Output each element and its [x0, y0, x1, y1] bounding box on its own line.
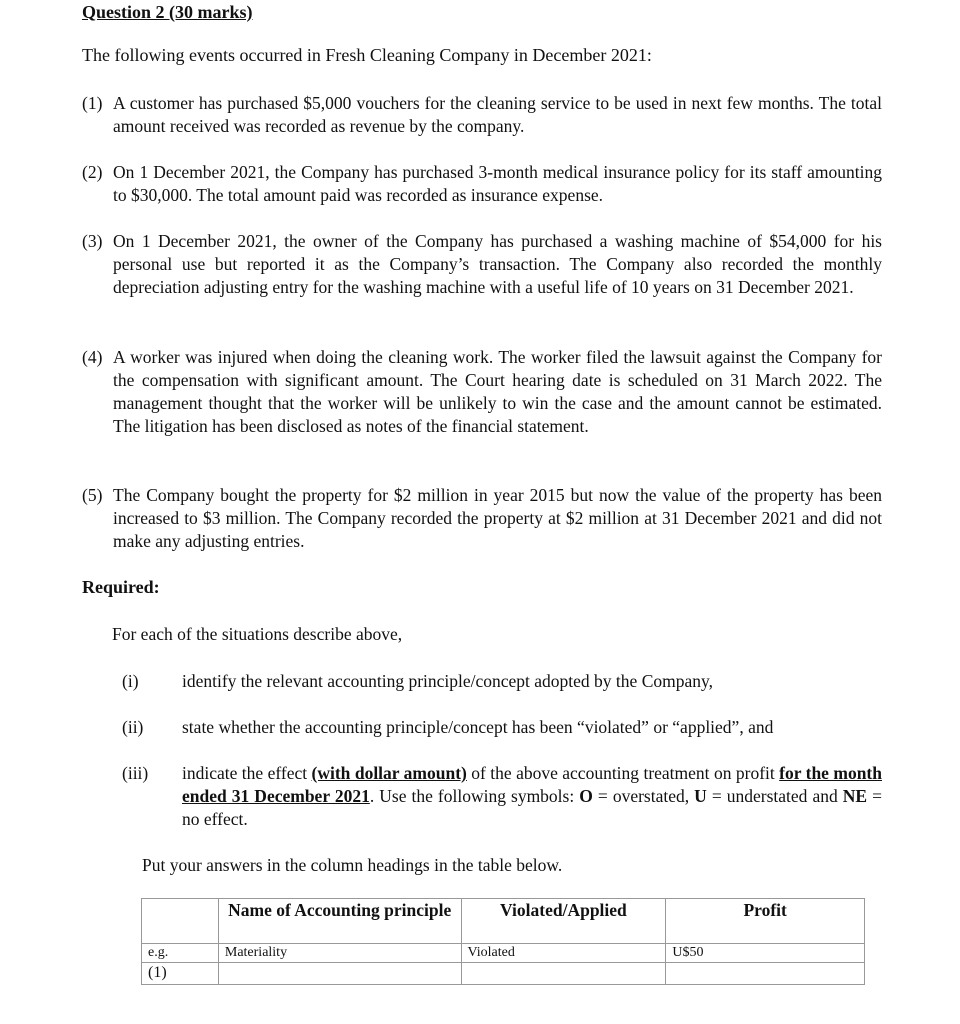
table-row [142, 944, 865, 963]
table-header-cell: Profit [666, 899, 865, 944]
symbol-ne: NE [842, 786, 868, 806]
table-cell: Materiality [218, 944, 461, 963]
table-cell: (1) [142, 963, 219, 985]
requirement-number: (i) [122, 671, 139, 691]
table-cell [218, 963, 461, 985]
requirement-i [122, 670, 882, 693]
event-text: A worker was injured when doing the cleaning work. The worker filed the lawsuit against the Company for the compensation with significant amount. The Court hearing date is scheduled on 31 March 2022. The management thought that the worker will be unlikely to win the case and the amount cannot be estimated. The litigation has been disclosed as notes of the financial statement. [113, 347, 882, 436]
required-heading: Required: [82, 577, 160, 597]
event-1 [82, 92, 882, 138]
event-2 [82, 161, 882, 207]
instruction-text: Put your answers in the column headings in the table below. [142, 855, 563, 875]
event-number: (2) [82, 162, 103, 182]
table-cell: U$50 [666, 944, 865, 963]
symbol-u: U [694, 786, 707, 806]
question-title: Question 2 (30 marks) [82, 2, 253, 22]
table-header-cell: Violated/Applied [461, 899, 666, 944]
event-number: (4) [82, 347, 103, 367]
table-header-row [142, 899, 865, 944]
requirement-ii [122, 716, 882, 739]
event-text: A customer has purchased $5,000 vouchers for the cleaning service to be used in next few months. The total amount received was recorded as revenue by the company. [113, 93, 882, 136]
event-4 [82, 346, 882, 438]
requirement-text: identify the relevant accounting principle/concept adopted by the Company, [182, 671, 713, 691]
for-each-text: For each of the situations describe above, [112, 624, 403, 644]
period-emphasis: for the month ended 31 December 2021 [182, 763, 882, 806]
event-text: On 1 December 2021, the Company has purchased 3-month medical insurance policy for its staff amounting to $30,000. The total amount paid was recorded as insurance expense. [113, 162, 882, 205]
requirement-number: (iii) [122, 763, 149, 783]
requirement-iii [122, 762, 882, 831]
event-3 [82, 230, 882, 299]
event-number: (3) [82, 231, 103, 251]
answer-table [141, 898, 865, 985]
table-cell: e.g. [142, 944, 219, 963]
event-number: (5) [82, 485, 103, 505]
intro-text: The following events occurred in Fresh Cleaning Company in December 2021: [82, 45, 652, 65]
dollar-amount-emphasis: (with dollar amount) [311, 763, 467, 783]
table-cell: Violated [461, 944, 666, 963]
table-header-cell [142, 899, 219, 944]
table-row [142, 963, 865, 985]
requirement-text: indicate the effect (with dollar amount) of the above accounting treatment on profit for the month ended 31 December 2021. Use the following symbols: O = overstated, U = understated and NE = no effect. [182, 763, 883, 829]
requirement-number: (ii) [122, 717, 144, 737]
symbol-o: O [579, 786, 593, 806]
table-cell [461, 963, 666, 985]
table-header-cell: Name of Accounting principle [218, 899, 461, 944]
event-text: The Company bought the property for $2 million in year 2015 but now the value of the property has been increased to $3 million. The Company recorded the property at $2 million at 31 December 2021 and did not make any adjusting entries. [113, 485, 882, 551]
event-5 [82, 484, 882, 553]
requirement-text: state whether the accounting principle/concept has been “violated” or “applied”, and [182, 717, 774, 737]
table-cell [666, 963, 865, 985]
event-number: (1) [82, 93, 103, 113]
event-text: On 1 December 2021, the owner of the Company has purchased a washing machine of $54,000 for his personal use but reported it as the Company’s transaction. The Company also recorded the monthly depreciation adjusting entry for the washing machine with a useful life of 10 years on 31 December 2021. [113, 231, 882, 297]
